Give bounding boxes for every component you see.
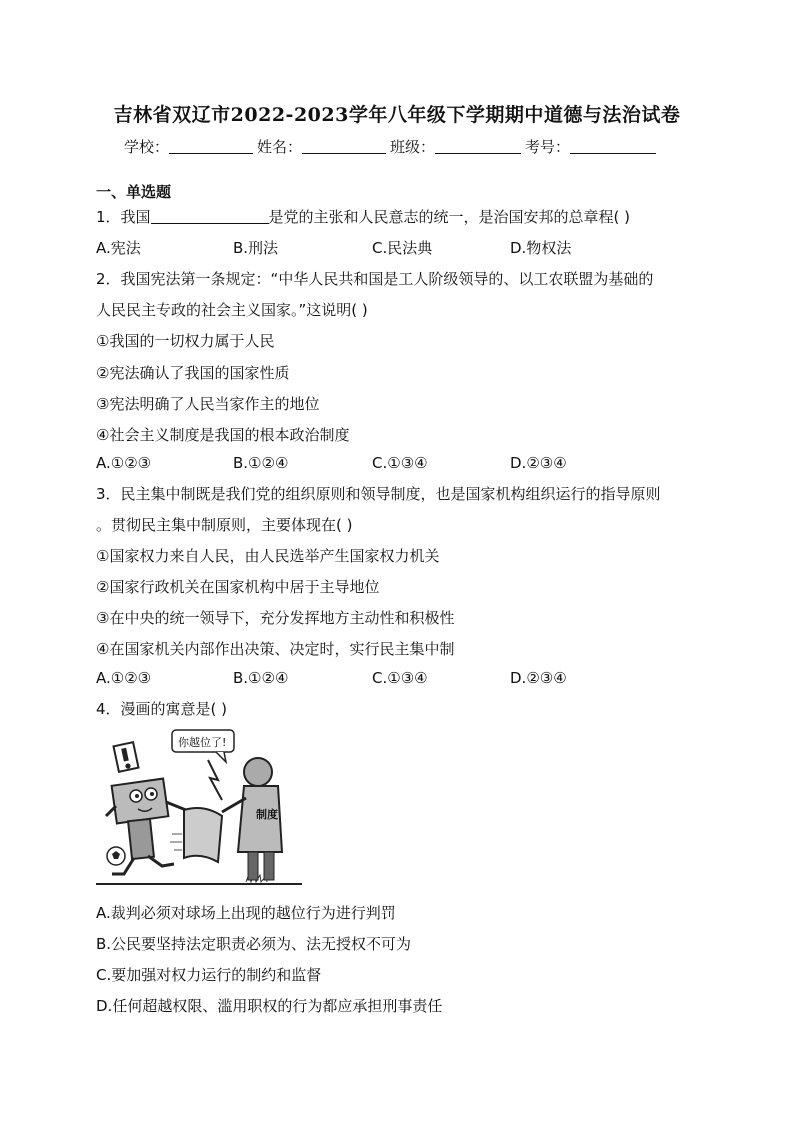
- q3-item-2: ②国家行政机关在国家机构中居于主导地位: [96, 578, 380, 596]
- question-2-stem-line1: 2．我国宪法第一条规定：“中华人民共和国是工人阶级领导的、以工农联盟为基础的: [96, 270, 654, 288]
- q2-item-2: ②宪法确认了我国的国家性质: [96, 364, 290, 382]
- exclamation-sign-icon: [114, 742, 139, 772]
- referee-sign-text: 制度: [256, 808, 278, 821]
- question-1-blank: [151, 209, 269, 224]
- q3-option-a: A.①②③: [96, 669, 152, 687]
- q2-item-4: ④社会主义制度是我国的根本政治制度: [96, 426, 350, 444]
- q4-option-d: D.任何超越权限、滥用职权的行为都应承担刑事责任: [96, 997, 443, 1015]
- q1-option-d: D.物权法: [510, 239, 572, 257]
- q1-option-b: B.刑法: [233, 239, 279, 257]
- q3-option-d: D.②③④: [510, 669, 567, 687]
- q1-option-a: A.宪法: [96, 239, 141, 257]
- question-3-stem-line1: 3．民主集中制既是我们党的组织原则和领导制度，也是国家机构组织运行的指导原则: [96, 485, 661, 503]
- question-1-stem: 1．我国 是党的主张和人民意志的统一，是治国安邦的总章程( ): [96, 208, 631, 226]
- q3-item-4: ④在国家机关内部作出决策、决定时，实行民主集中制: [96, 640, 455, 658]
- speech-bubble-text: 你越位了!: [178, 736, 227, 749]
- soccer-ball-icon: [107, 847, 125, 865]
- q3-option-b: B.①②④: [233, 669, 289, 687]
- number-label: 考号：: [525, 138, 571, 156]
- q4-option-a: A.裁判必须对球场上出现的越位行为进行判罚: [96, 904, 396, 922]
- q2-item-3: ③宪法明确了人民当家作主的地位: [96, 395, 320, 413]
- speech-bubble-icon: [172, 730, 234, 762]
- cartoon-image: [96, 724, 302, 892]
- q4-option-c: C.要加强对权力运行的制约和监督: [96, 966, 322, 984]
- q2-option-c: C.①③④: [372, 454, 428, 472]
- referee-character-icon: [222, 758, 282, 880]
- section-title: 一、单选题: [96, 183, 172, 201]
- q3-option-c: C.①③④: [372, 669, 428, 687]
- class-label: 班级：: [390, 138, 436, 156]
- q2-option-a: A.①②③: [96, 454, 152, 472]
- student-info-line: [124, 136, 660, 157]
- q2-option-d: D.②③④: [510, 454, 567, 472]
- number-blank: [570, 139, 656, 154]
- name-label: 姓名：: [257, 138, 303, 156]
- q1-option-c: C.民法典: [372, 239, 433, 257]
- q2-item-1: ①我国的一切权力属于人民: [96, 332, 275, 350]
- q3-item-1: ①国家权力来自人民，由人民选举产生国家权力机关: [96, 547, 440, 565]
- class-blank: [435, 139, 521, 154]
- school-blank: [169, 139, 253, 154]
- page-title: 吉林省双辽市2022-2023学年八年级下学期期中道德与法治试卷: [113, 104, 681, 126]
- question-3-stem-line2: 。贯彻民主集中制原则，主要体现在( ): [96, 516, 353, 534]
- school-label: 学校：: [124, 138, 170, 156]
- name-blank: [302, 139, 386, 154]
- q3-item-3: ③在中央的统一领导下，充分发挥地方主动性和积极性: [96, 609, 455, 627]
- question-4-stem: 4．漫画的寓意是( ): [96, 700, 228, 718]
- q2-option-b: B.①②④: [233, 454, 289, 472]
- q4-option-b: B.公民要坚持法定职责必须为、法无授权不可为: [96, 935, 412, 953]
- question-2-stem-line2: 人民民主专政的社会主义国家。”这说明( ): [96, 301, 368, 319]
